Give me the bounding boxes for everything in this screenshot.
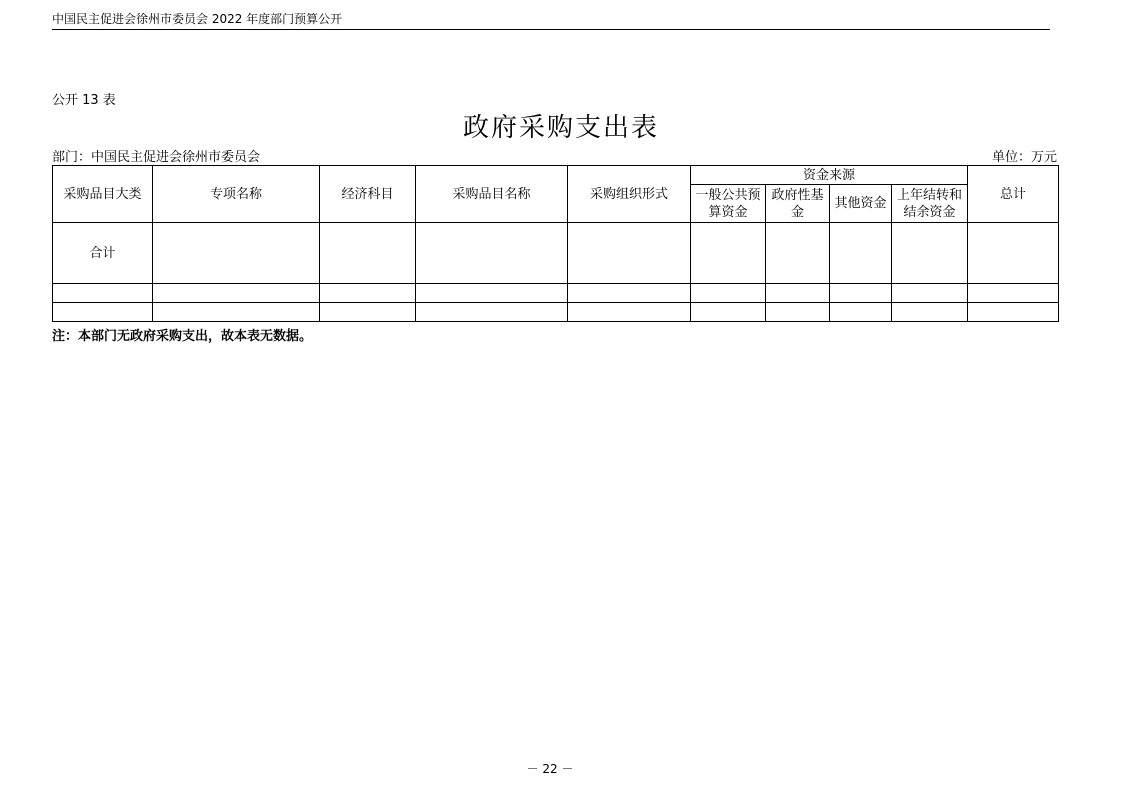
table-cell (968, 284, 1059, 303)
col-header-item-name: 采购品目名称 (416, 166, 568, 223)
table-cell (416, 284, 568, 303)
table-cell (568, 223, 691, 284)
col-header-gov-fund: 政府性基金 (766, 185, 830, 223)
table-total-row (53, 223, 1059, 284)
page-header: 中国民主促进会徐州市委员会 2022 年度部门预算公开 (52, 10, 1050, 30)
table-cell (153, 303, 320, 322)
table-cell (153, 223, 320, 284)
table-cell (691, 284, 766, 303)
col-header-project: 专项名称 (153, 166, 320, 223)
table-cell (53, 284, 153, 303)
table-row (53, 303, 1059, 322)
form-number: 公开 13 表 (52, 93, 116, 108)
department-label: 部门：中国民主促进会徐州市委员会 (52, 150, 261, 165)
table-cell (766, 223, 830, 284)
page-number: － 22 － (526, 762, 574, 776)
table-cell (691, 303, 766, 322)
table-cell (416, 223, 568, 284)
col-header-other-fund: 其他资金 (830, 185, 892, 223)
table-cell (830, 223, 892, 284)
col-header-category: 采购品目大类 (53, 166, 153, 223)
table-cell (320, 284, 416, 303)
table-cell (892, 223, 968, 284)
table-cell (53, 303, 153, 322)
col-header-carryover: 上年结转和结余资金 (892, 185, 968, 223)
col-header-total: 总计 (968, 166, 1059, 223)
procurement-table (52, 165, 1059, 322)
unit-label: 单位：万元 (991, 150, 1057, 165)
table-cell (830, 303, 892, 322)
table-cell (968, 303, 1059, 322)
table-cell (691, 223, 766, 284)
col-header-org-form: 采购组织形式 (568, 166, 691, 223)
table-row (53, 284, 1059, 303)
table-cell (320, 303, 416, 322)
col-header-econ-subject: 经济科目 (320, 166, 416, 223)
col-header-general-budget: 一般公共预算资金 (691, 185, 766, 223)
page-title: 政府采购支出表 (462, 113, 659, 143)
col-header-fund-source: 资金来源 (691, 166, 968, 185)
table-cell (568, 284, 691, 303)
table-header-row (53, 166, 1059, 185)
table-cell (892, 303, 968, 322)
table-cell (830, 284, 892, 303)
table-cell (320, 223, 416, 284)
total-row-label: 合计 (53, 223, 153, 284)
table-cell (766, 303, 830, 322)
table-cell (892, 284, 968, 303)
table-cell (153, 284, 320, 303)
table-cell (416, 303, 568, 322)
table-cell (568, 303, 691, 322)
table-note: 注：本部门无政府采购支出，故本表无数据。 (52, 329, 313, 344)
table-cell (968, 223, 1059, 284)
table-cell (766, 284, 830, 303)
